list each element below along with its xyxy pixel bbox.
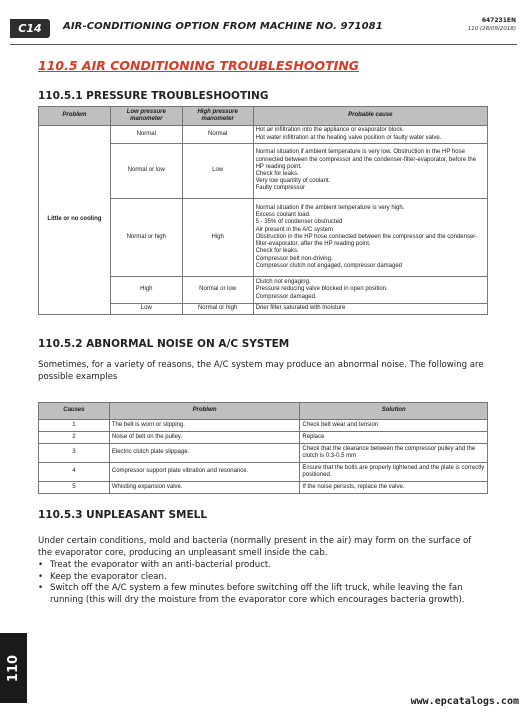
header-divider	[10, 44, 517, 45]
page-number-text: 110	[6, 654, 22, 682]
cause-cell	[253, 144, 487, 199]
doc-date: 110 (28/09/2018)	[467, 26, 516, 32]
watermark: www.epcatalogs.com	[410, 696, 519, 707]
list-item	[38, 560, 498, 572]
bullet-text: Keep the evaporator clean.	[50, 571, 167, 582]
cause-line: Compressor belt non-driving.	[255, 255, 333, 262]
problem-cell: Electric clutch plate slippage.	[109, 444, 300, 463]
bullet-text: Treat the evaporator with an anti-bacterial product.	[50, 560, 272, 570]
solution-cell: Check that the clearance between the compressor pulley and the clutch is 0.3-0.5 mm	[300, 444, 488, 463]
header-causes: Causes	[39, 403, 110, 420]
cause-line: Pressure reducing valve blocked in open position.	[255, 286, 388, 293]
pressure-title: 110.5.1 PRESSURE TROUBLESHOOTING	[38, 90, 269, 102]
problem-cell: The belt is worn or slipping.	[109, 420, 300, 432]
solution-cell: If the noise persists, replace the valve.	[300, 482, 488, 494]
cause-number: 2	[39, 432, 110, 444]
cause-line: Normal situation if ambient temperature is very low. Obstruction in the HP hose connected between the compressor and the condenser-filter-evaporator, before the HP reading point.	[255, 149, 477, 170]
cause-cell	[253, 199, 487, 277]
noise-title: 110.5.2 ABNORMAL NOISE ON A/C SYSTEM	[38, 338, 290, 350]
table-row	[39, 420, 488, 432]
bullet-icon: •	[38, 583, 44, 593]
cause-number: 3	[39, 444, 110, 463]
low-pressure-cell: Normal	[110, 126, 182, 144]
cause-cell	[253, 277, 487, 304]
cause-number: 4	[39, 463, 110, 482]
bullet-icon: •	[38, 571, 44, 582]
high-pressure-cell: Normal	[182, 126, 253, 144]
table-row	[39, 126, 488, 144]
page-tab	[0, 633, 27, 703]
cause-line: Excess coolant load.	[255, 212, 311, 219]
solution-cell: Check belt wear and tension	[300, 420, 488, 432]
cause-line: 5 - 35% of condenser obstructed	[255, 219, 343, 226]
problem-cell: Whistling expansion valve.	[109, 482, 300, 494]
header-title: AIR-CONDITIONING OPTION FROM MACHINE NO. 971081	[63, 21, 383, 32]
solution-cell: Ensure that the bolts are properly tightened and the plate is correctly positioned.	[300, 463, 488, 482]
smell-intro: Under certain conditions, mold and bacteria (normally present in the air) may form on the surface of the evaporator core, producing an unpleasant smell inside the cab.	[38, 536, 472, 558]
bullet-text: Switch off the A/C system a few minutes before switching off the lift truck, while leaving the fan running (this will dry the moisture from the evaporator core which encourages bacteria growth).	[50, 583, 465, 605]
header-solution: Solution	[300, 403, 488, 420]
table-row	[39, 482, 488, 494]
cause-line: Hot air infiltration into the appliance or evaporator block.	[255, 127, 405, 134]
smell-bullet-list	[38, 560, 498, 606]
chapter-tab: C14	[10, 19, 50, 38]
cause-cell	[253, 126, 487, 144]
cause-line: Compressor clutch not engaged, compressor damaged	[255, 262, 403, 269]
header-problem: Problem	[39, 107, 111, 126]
cause-line: Obstruction in the HP hose connected between the compressor and the condenser-filter-evaporator, after the HP reading point.	[255, 233, 478, 248]
page-header	[10, 17, 520, 43]
cause-line: Normal situation if the ambient temperature is very high.	[255, 205, 405, 212]
low-pressure-cell: Normal or high	[110, 199, 182, 277]
noise-intro: Sometimes, for a variety of reasons, the A/C system may produce an abnormal noise. The following are possible examples	[38, 360, 484, 382]
table-row	[39, 463, 488, 482]
cause-line: Check for leaks.	[255, 171, 299, 177]
low-pressure-cell: Low	[110, 304, 182, 315]
header-high-pressure: High pressure manometer	[182, 107, 253, 126]
smell-title: 110.5.3 UNPLEASANT SMELL	[38, 509, 208, 521]
list-item	[38, 572, 498, 584]
pressure-table	[38, 106, 488, 315]
cause-line: Check for leaks.	[255, 248, 299, 255]
low-pressure-cell: High	[110, 277, 182, 304]
cause-line: Hot water infiltration at the heating valve position or faulty water valve.	[255, 134, 442, 141]
low-pressure-cell: Normal or low	[110, 144, 182, 199]
table-row	[39, 444, 488, 463]
cause-line: Clutch not engaging.	[255, 279, 311, 286]
high-pressure-cell: High	[182, 199, 253, 277]
noise-header-row	[39, 403, 488, 420]
cause-line: Air present in the A/C system	[255, 226, 333, 233]
cause-line: Faulty compressor	[255, 185, 305, 192]
high-pressure-cell: Low	[182, 144, 253, 199]
cause-number: 1	[39, 420, 110, 432]
header-low-pressure: Low pressure manometer	[110, 107, 182, 126]
cause-number: 5	[39, 482, 110, 494]
doc-code: 647231EN	[481, 17, 516, 24]
cause-line: Very low quantity of coolant.	[255, 178, 331, 185]
high-pressure-cell: Normal or high	[182, 304, 253, 315]
pressure-header-row	[39, 107, 488, 126]
header-probable-cause: Probable cause	[253, 107, 487, 126]
list-item	[38, 583, 498, 606]
cause-cell	[253, 304, 487, 315]
cause-line: Compressor damaged.	[255, 293, 317, 300]
bullet-icon: •	[38, 560, 44, 570]
table-row	[39, 432, 488, 444]
solution-cell: Replace	[300, 432, 488, 444]
cause-line: Drier filter saturated with moisture	[255, 305, 346, 312]
noise-table	[38, 402, 488, 494]
high-pressure-cell: Normal or low	[182, 277, 253, 304]
page-number	[0, 633, 27, 703]
problem-cell: Compressor support plate vibration and resonance.	[109, 463, 300, 482]
problem-cell: Noise of belt on the pulley.	[109, 432, 300, 444]
problem-cell: Little or no cooling	[39, 126, 111, 315]
header-problem: Problem	[109, 403, 300, 420]
section-title: 110.5 AIR CONDITIONING TROUBLESHOOTING	[38, 58, 360, 73]
